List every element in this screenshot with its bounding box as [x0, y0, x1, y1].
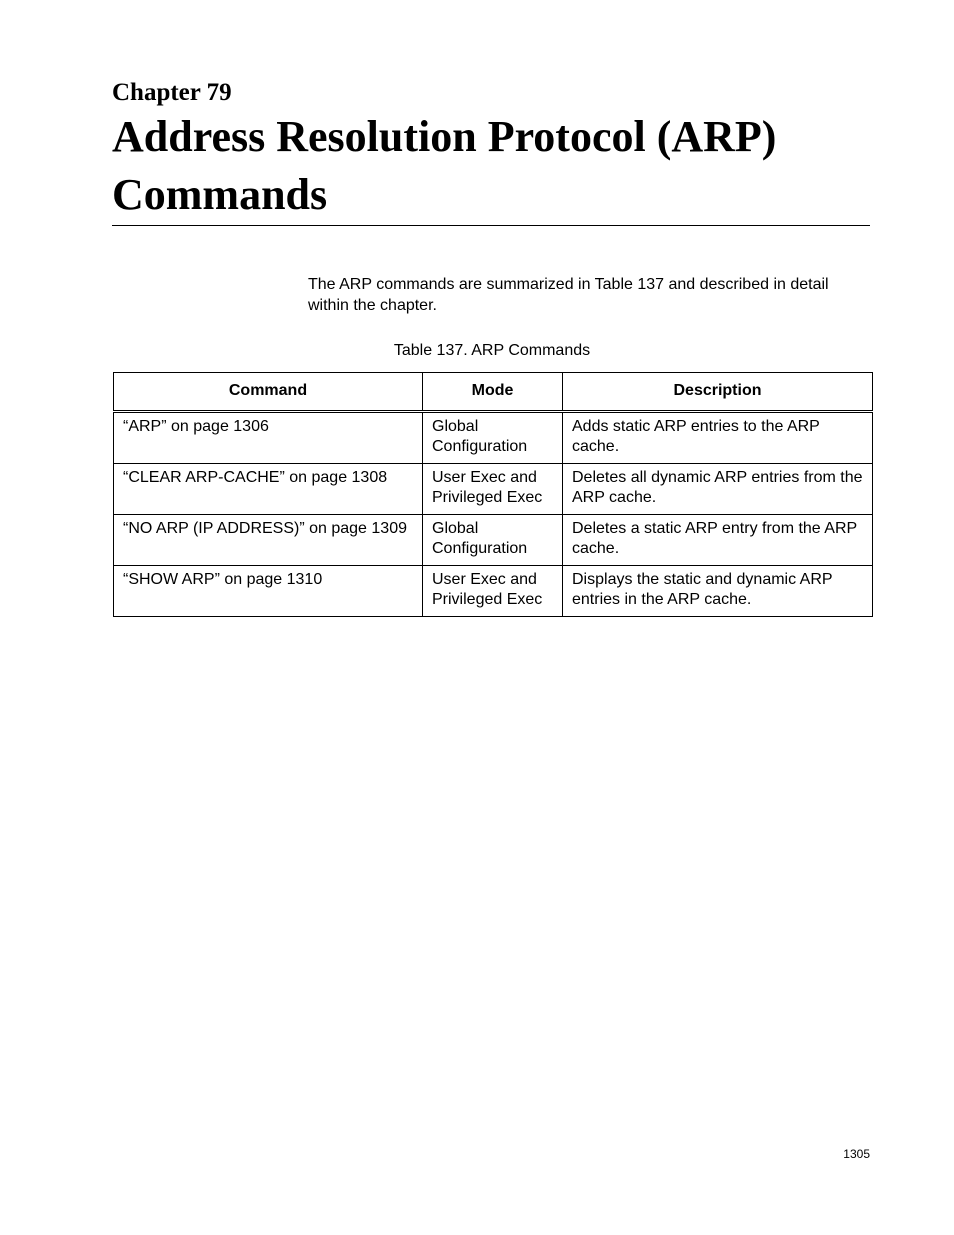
table-caption: Table 137. ARP Commands [393, 342, 591, 359]
mode-cell: User Exec and Privileged Exec [423, 464, 563, 515]
intro-paragraph: The ARP commands are summarized in Table 137 and described in detail within the chapter. [308, 276, 829, 314]
description-cell: Deletes a static ARP entry from the ARP cache. [563, 515, 873, 566]
command-link[interactable]: “ARP” on page 1306 [114, 412, 423, 464]
chapter-title: Address Resolution Protocol (ARP) Commands [112, 112, 777, 219]
command-link[interactable]: “SHOW ARP” on page 1310 [114, 566, 423, 617]
mode-cell: Global Configuration [423, 515, 563, 566]
command-link[interactable]: “NO ARP (IP ADDRESS)” on page 1309 [114, 515, 423, 566]
column-header-command: Command [114, 373, 423, 412]
page-number: 1305 [843, 1147, 870, 1161]
chapter-label: Chapter 79 [112, 79, 232, 106]
column-header-description: Description [563, 373, 873, 412]
title-divider [112, 225, 870, 226]
description-cell: Deletes all dynamic ARP entries from the ARP cache. [563, 464, 873, 515]
mode-cell: User Exec and Privileged Exec [423, 566, 563, 617]
mode-cell: Global Configuration [423, 412, 563, 464]
table-header-row [114, 373, 873, 412]
table-row [114, 412, 873, 464]
column-header-mode: Mode [423, 373, 563, 412]
description-cell: Displays the static and dynamic ARP entries in the ARP cache. [563, 566, 873, 617]
table-row [114, 464, 873, 515]
description-cell: Adds static ARP entries to the ARP cache. [563, 412, 873, 464]
command-link[interactable]: “CLEAR ARP-CACHE” on page 1308 [114, 464, 423, 515]
table-row [114, 566, 873, 617]
arp-commands-table [113, 372, 873, 617]
table-row [114, 515, 873, 566]
